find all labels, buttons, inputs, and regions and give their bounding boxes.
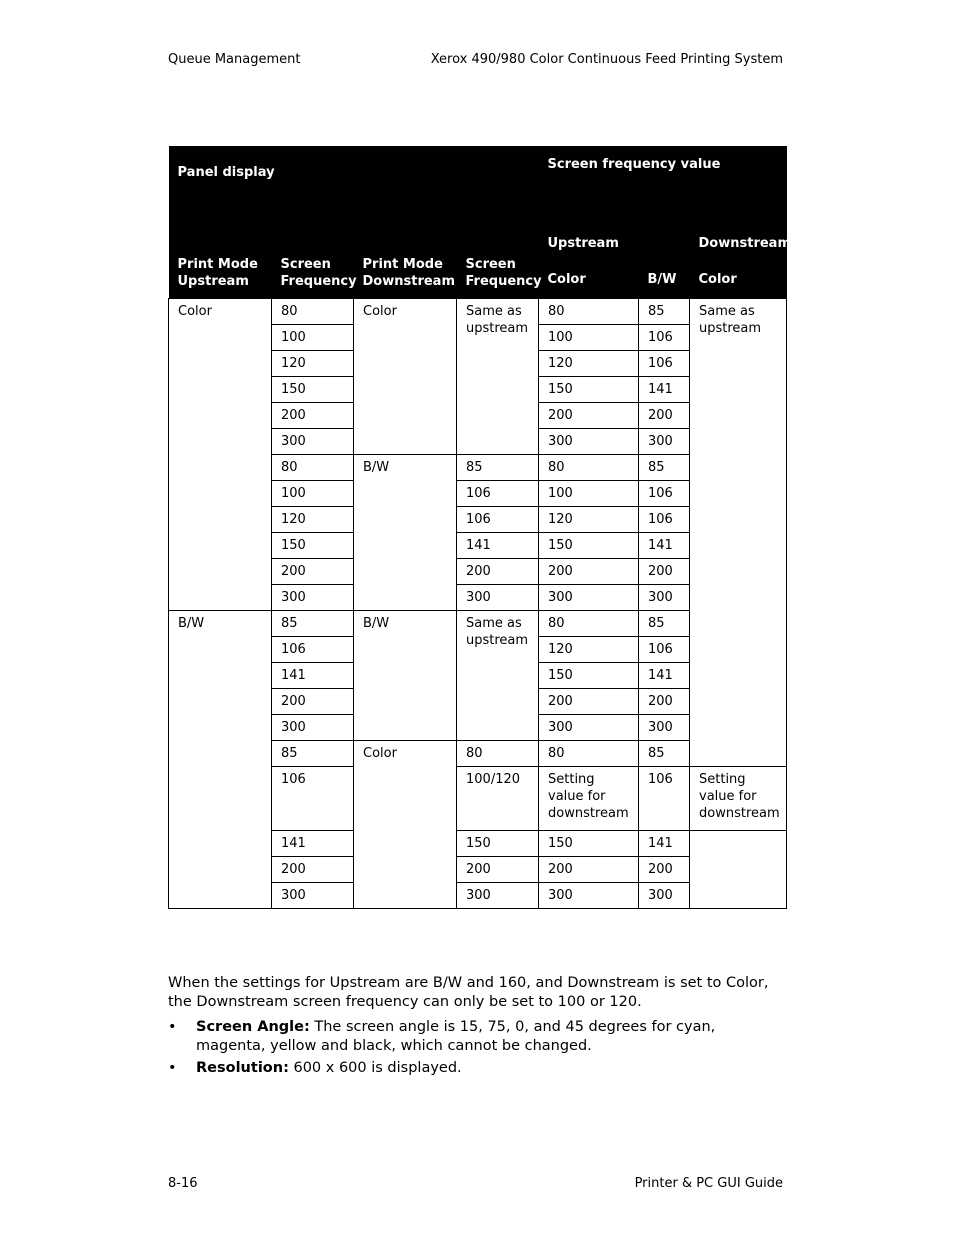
table-cell: 150 [539,831,639,857]
table-cell: 200 [539,559,639,585]
table-cell: 141 [639,831,690,857]
table-cell: 200 [539,403,639,429]
table-cell: 80 [539,611,639,637]
table-cell: 106 [457,507,539,533]
bullet-label: Resolution: [196,1060,289,1076]
bullet-icon: • [168,1019,177,1035]
downstream-color-header: Color [690,260,787,299]
mode-upstream-cell: Color [169,299,272,611]
table-cell: 300 [539,585,639,611]
bullet-text: 600 x 600 is displayed. [288,1060,462,1076]
table-cell: 300 [272,585,354,611]
table-cell: 141 [639,533,690,559]
table-cell: 100 [539,481,639,507]
table-cell: Same as upstream [457,299,539,455]
table-cell: Same as upstream [457,611,539,741]
upstream-header: Upstream [539,214,690,260]
running-footer-right: Printer & PC GUI Guide [634,1176,783,1191]
mode-downstream-cell: B/W [354,455,457,611]
downstream-color-cell: Same as upstream [690,299,787,767]
table-cell: 106 [639,767,690,831]
table-cell: 200 [272,403,354,429]
table-cell: 300 [272,883,354,909]
table-cell: 141 [639,377,690,403]
table-cell: 85 [272,741,354,767]
mode-downstream-cell: Color [354,741,457,909]
table-cell: 106 [272,767,354,831]
table-cell: 300 [639,883,690,909]
table-cell: 141 [457,533,539,559]
table-cell: 85 [272,611,354,637]
table-cell: 300 [639,715,690,741]
table-cell: 106 [639,325,690,351]
table-cell: 200 [272,559,354,585]
upstream-bw-header: B/W [639,260,690,299]
table-cell: 300 [539,883,639,909]
table-cell: 100 [539,325,639,351]
table-cell: 80 [272,299,354,325]
table-cell: 141 [272,663,354,689]
downstream-header: Downstream [690,214,787,260]
table-cell: 85 [639,455,690,481]
bullet-label: Screen Angle: [196,1019,310,1035]
upstream-color-header: Color [539,260,639,299]
table-cell: 300 [272,715,354,741]
table-cell: Setting value for downstream [539,767,639,831]
downstream-setting-cell: Setting value for downstream [690,767,787,831]
print-mode-downstream-header: Print Mode Downstream [354,214,457,299]
table-cell: 106 [272,637,354,663]
running-header-right: Xerox 490/980 Color Continuous Feed Printing System [430,52,783,67]
table-cell: 106 [639,481,690,507]
list-item [168,1018,788,1056]
table-cell: 106 [639,637,690,663]
table-cell: 300 [272,429,354,455]
table-cell: 300 [539,715,639,741]
table-cell: 85 [457,455,539,481]
table-cell: 85 [639,611,690,637]
table-cell: 300 [457,585,539,611]
table-cell: 150 [272,533,354,559]
table-cell: 150 [457,831,539,857]
screen-frequency-header: Screen Frequency [457,214,539,299]
screen-frequency-table [168,146,791,909]
screen-frequency-value-header: Screen frequency value [539,146,787,214]
table-cell: 100/120 [457,767,539,831]
screen-frequency-header: Screen Frequency [272,214,354,299]
table-cell: 120 [272,507,354,533]
table-cell: 80 [539,741,639,767]
table-cell: 150 [539,533,639,559]
table-cell: 200 [639,857,690,883]
table-cell: 85 [639,299,690,325]
table-cell: 120 [539,507,639,533]
list-item [168,1059,788,1078]
table-cell: 200 [457,857,539,883]
table-cell: 85 [639,741,690,767]
table-cell: 120 [539,637,639,663]
print-mode-upstream-header: Print Mode Upstream [169,214,272,299]
table-cell: 150 [539,663,639,689]
table-cell: 120 [272,351,354,377]
table-cell: 80 [539,299,639,325]
table-cell: 150 [539,377,639,403]
table-cell: 106 [457,481,539,507]
table-cell: 80 [272,455,354,481]
panel-display-header: Panel display [169,146,539,214]
table-cell: 106 [639,507,690,533]
mode-downstream-cell: B/W [354,611,457,741]
table-cell: 80 [539,455,639,481]
table-cell [690,831,787,909]
table-cell: 200 [539,689,639,715]
table-cell: 150 [272,377,354,403]
table-cell: 80 [457,741,539,767]
mode-upstream-cell: B/W [169,611,272,909]
table-cell: 120 [539,351,639,377]
table-cell: 141 [272,831,354,857]
table-cell: 200 [272,689,354,715]
table-cell: 100 [272,481,354,507]
table-cell: 200 [272,857,354,883]
table-cell: 300 [539,429,639,455]
table-cell: 200 [539,857,639,883]
table-cell: 200 [639,403,690,429]
running-header-left: Queue Management [168,52,301,67]
bullet-list [168,1018,788,1081]
bullet-icon: • [168,1060,177,1076]
table-cell: 300 [639,429,690,455]
table-cell: 200 [457,559,539,585]
table-cell: 200 [639,689,690,715]
table-cell: 300 [457,883,539,909]
table-cell: 200 [639,559,690,585]
table-cell: 100 [272,325,354,351]
body-paragraph: When the settings for Upstream are B/W and 160, and Downstream is set to Color, the Downstream screen frequency can only be set to 100 or 120. [168,975,769,1010]
bullet-text: The screen angle is 15, 75, 0, and 45 degrees for cyan, magenta, yellow and black, which cannot be changed. [196,1019,716,1054]
table-cell: 300 [639,585,690,611]
table-cell: 106 [639,351,690,377]
table-cell: 141 [639,663,690,689]
page-number: 8-16 [168,1176,198,1191]
mode-downstream-cell: Color [354,299,457,455]
